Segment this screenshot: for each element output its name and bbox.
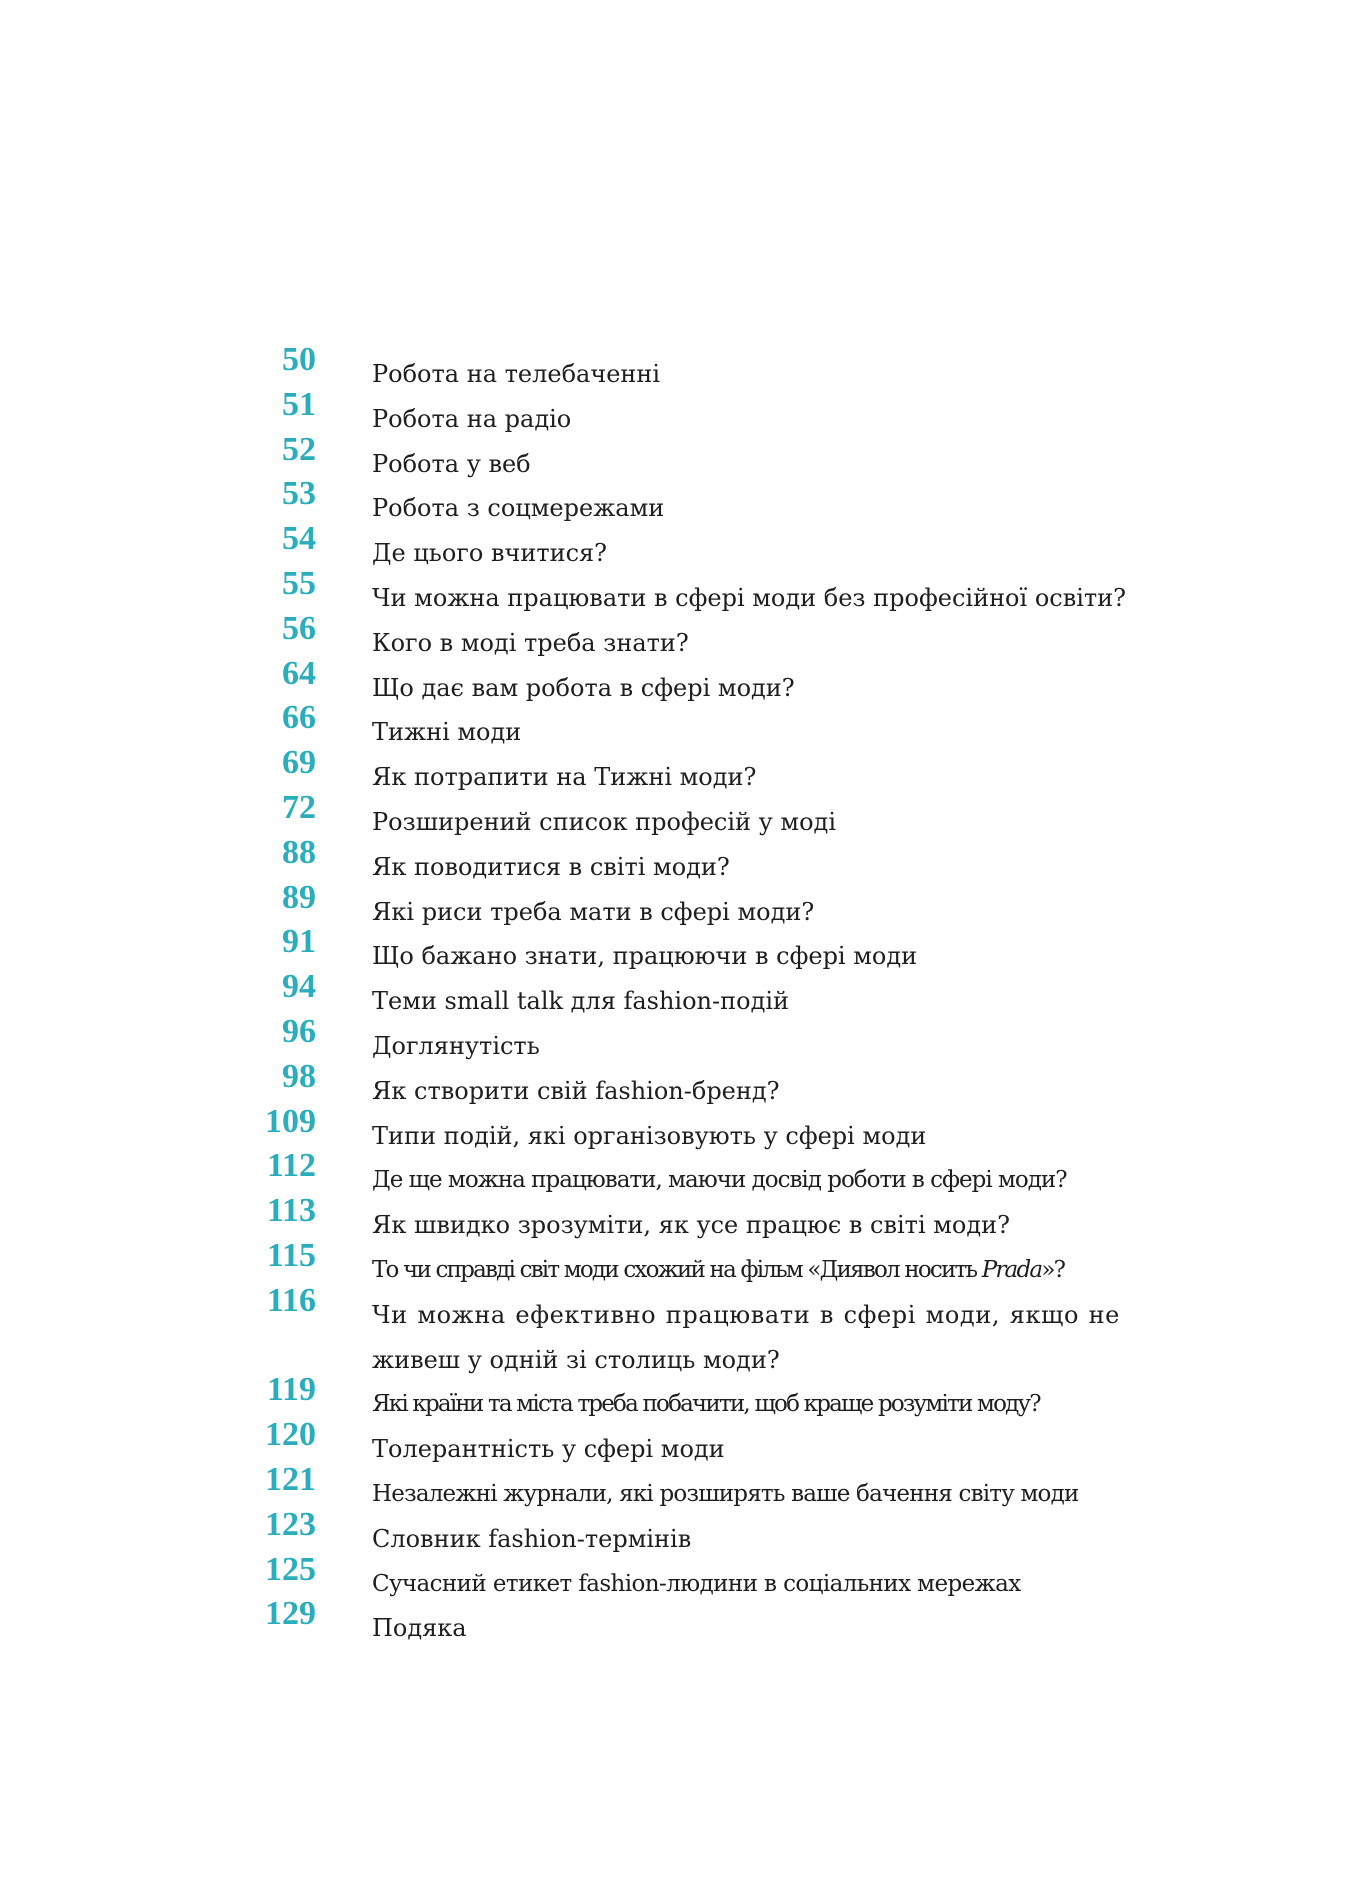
page-number: 125 xyxy=(265,1550,316,1588)
entry-title xyxy=(372,1248,1064,1293)
page-number: 121 xyxy=(265,1460,316,1498)
page-number: 64 xyxy=(282,654,316,692)
toc-entry xyxy=(0,699,1346,755)
toc-entry xyxy=(0,430,1346,487)
toc-entry xyxy=(0,1550,1346,1607)
page-number: 66 xyxy=(282,699,316,737)
entry-title: Що дає вам робота в сфері моди? xyxy=(372,673,795,702)
entry-title: Які країни та міста треба побачити, щоб краще розуміти моду? xyxy=(372,1391,1040,1418)
page-number: 88 xyxy=(282,833,316,871)
page-number: 115 xyxy=(266,1236,316,1274)
entry-title: Робота з соцмережами xyxy=(372,494,665,523)
entry-title-line: живеш у одній зі столиць моди? xyxy=(372,1345,780,1374)
entry-title: Робота на телебаченні xyxy=(372,360,661,388)
page-number: 98 xyxy=(282,1057,316,1095)
toc-entry xyxy=(0,1281,1346,1383)
page-number: 116 xyxy=(266,1281,316,1319)
entry-title: Подяка xyxy=(372,1614,467,1643)
entry-title: Кого в моді треба знати? xyxy=(372,628,689,657)
toc-entry xyxy=(0,968,1346,1024)
toc-entry xyxy=(0,833,1346,890)
toc-entry xyxy=(0,1057,1346,1114)
toc-entry xyxy=(0,1416,1346,1472)
page-number: 119 xyxy=(266,1371,316,1409)
page-number: 123 xyxy=(265,1505,316,1543)
entry-title: Тижні моди xyxy=(372,718,522,747)
page-number: 51 xyxy=(282,385,316,423)
entry-title: Які риси треба мати в сфері моди? xyxy=(372,897,815,926)
toc-entry xyxy=(0,385,1346,442)
toc-entry xyxy=(0,1505,1346,1562)
toc-entry xyxy=(0,654,1346,711)
toc-entry xyxy=(0,475,1346,531)
toc-entry xyxy=(0,1147,1346,1203)
toc-entry xyxy=(0,1595,1346,1651)
entry-title: Толерантність у сфері моди xyxy=(372,1435,725,1464)
entry-title: Розширений список професій у моді xyxy=(372,807,836,836)
toc-entry xyxy=(0,923,1346,979)
page-number: 50 xyxy=(282,341,316,378)
page-number: 52 xyxy=(282,430,316,468)
page-number: 96 xyxy=(282,1012,316,1050)
entry-title: Чи можна працювати в сфері моди без професійної освіти? xyxy=(372,583,1127,612)
entry-title: Як створити свій fashion-бренд? xyxy=(372,1076,780,1105)
entry-title: Доглянутість xyxy=(372,1031,540,1060)
page-number: 113 xyxy=(266,1192,316,1230)
entry-title: Словник fashion-термінів xyxy=(372,1524,692,1553)
entry-title: Де цього вчитися? xyxy=(372,539,608,568)
page-number: 94 xyxy=(282,968,316,1006)
page-number: 56 xyxy=(282,609,316,647)
entry-title: Як поводитися в світі моди? xyxy=(372,852,730,881)
entry-title: Робота у веб xyxy=(372,449,531,478)
page-number: 53 xyxy=(282,475,316,513)
page-number: 109 xyxy=(265,1102,316,1140)
entry-title: Робота на радіо xyxy=(372,404,572,433)
page-number: 54 xyxy=(282,520,316,558)
page-number: 91 xyxy=(282,923,316,961)
toc-entry xyxy=(0,520,1346,576)
page-number: 69 xyxy=(282,744,316,782)
toc-entry xyxy=(0,788,1346,845)
toc-entry xyxy=(0,1192,1346,1248)
page-number: 120 xyxy=(265,1416,316,1454)
toc-entry xyxy=(0,1236,1346,1293)
toc-entry xyxy=(0,341,1346,397)
page-number: 112 xyxy=(266,1147,316,1185)
toc-entry xyxy=(0,1371,1346,1427)
page-number: 55 xyxy=(282,564,316,602)
toc-entry xyxy=(0,564,1346,621)
entry-title: Як швидко зрозуміти, як усе працює в світі моди? xyxy=(372,1211,1011,1240)
table-of-contents xyxy=(0,341,1346,1651)
entry-title: Незалежні журнали, які розширять ваше бачення світу моди xyxy=(372,1480,1079,1507)
entry-title-text: »? xyxy=(1041,1256,1065,1283)
entry-title: Сучасний етикет fashion-людини в соціальних мережах xyxy=(372,1570,1021,1597)
toc-entry xyxy=(0,1012,1346,1069)
entry-title-text: То чи справді світ моди схожий на фільм «Диявол носить xyxy=(372,1256,982,1283)
page-number: 129 xyxy=(265,1595,316,1633)
entry-title-line: Чи можна ефективно працювати в сфері моди, якщо не xyxy=(372,1300,1120,1329)
toc-entry xyxy=(0,878,1346,935)
entry-title: Де ще можна працювати, маючи досвід роботи в сфері моди? xyxy=(372,1167,1067,1194)
entry-title: Як потрапити на Тижні моди? xyxy=(372,763,757,792)
toc-entry xyxy=(0,744,1346,800)
page-number: 72 xyxy=(282,788,316,826)
toc-entry xyxy=(0,1460,1346,1517)
toc-entry xyxy=(0,609,1346,666)
entry-title xyxy=(372,1293,1120,1383)
entry-title: Типи подій, які організовують у сфері моди xyxy=(372,1121,927,1150)
entry-title: Теми small talk для fashion-подій xyxy=(372,987,790,1016)
toc-entry xyxy=(0,1102,1346,1159)
page-number: 89 xyxy=(282,878,316,916)
entry-title-italic: Prada xyxy=(981,1256,1042,1283)
entry-title: Що бажано знати, працюючи в сфері моди xyxy=(372,942,918,971)
